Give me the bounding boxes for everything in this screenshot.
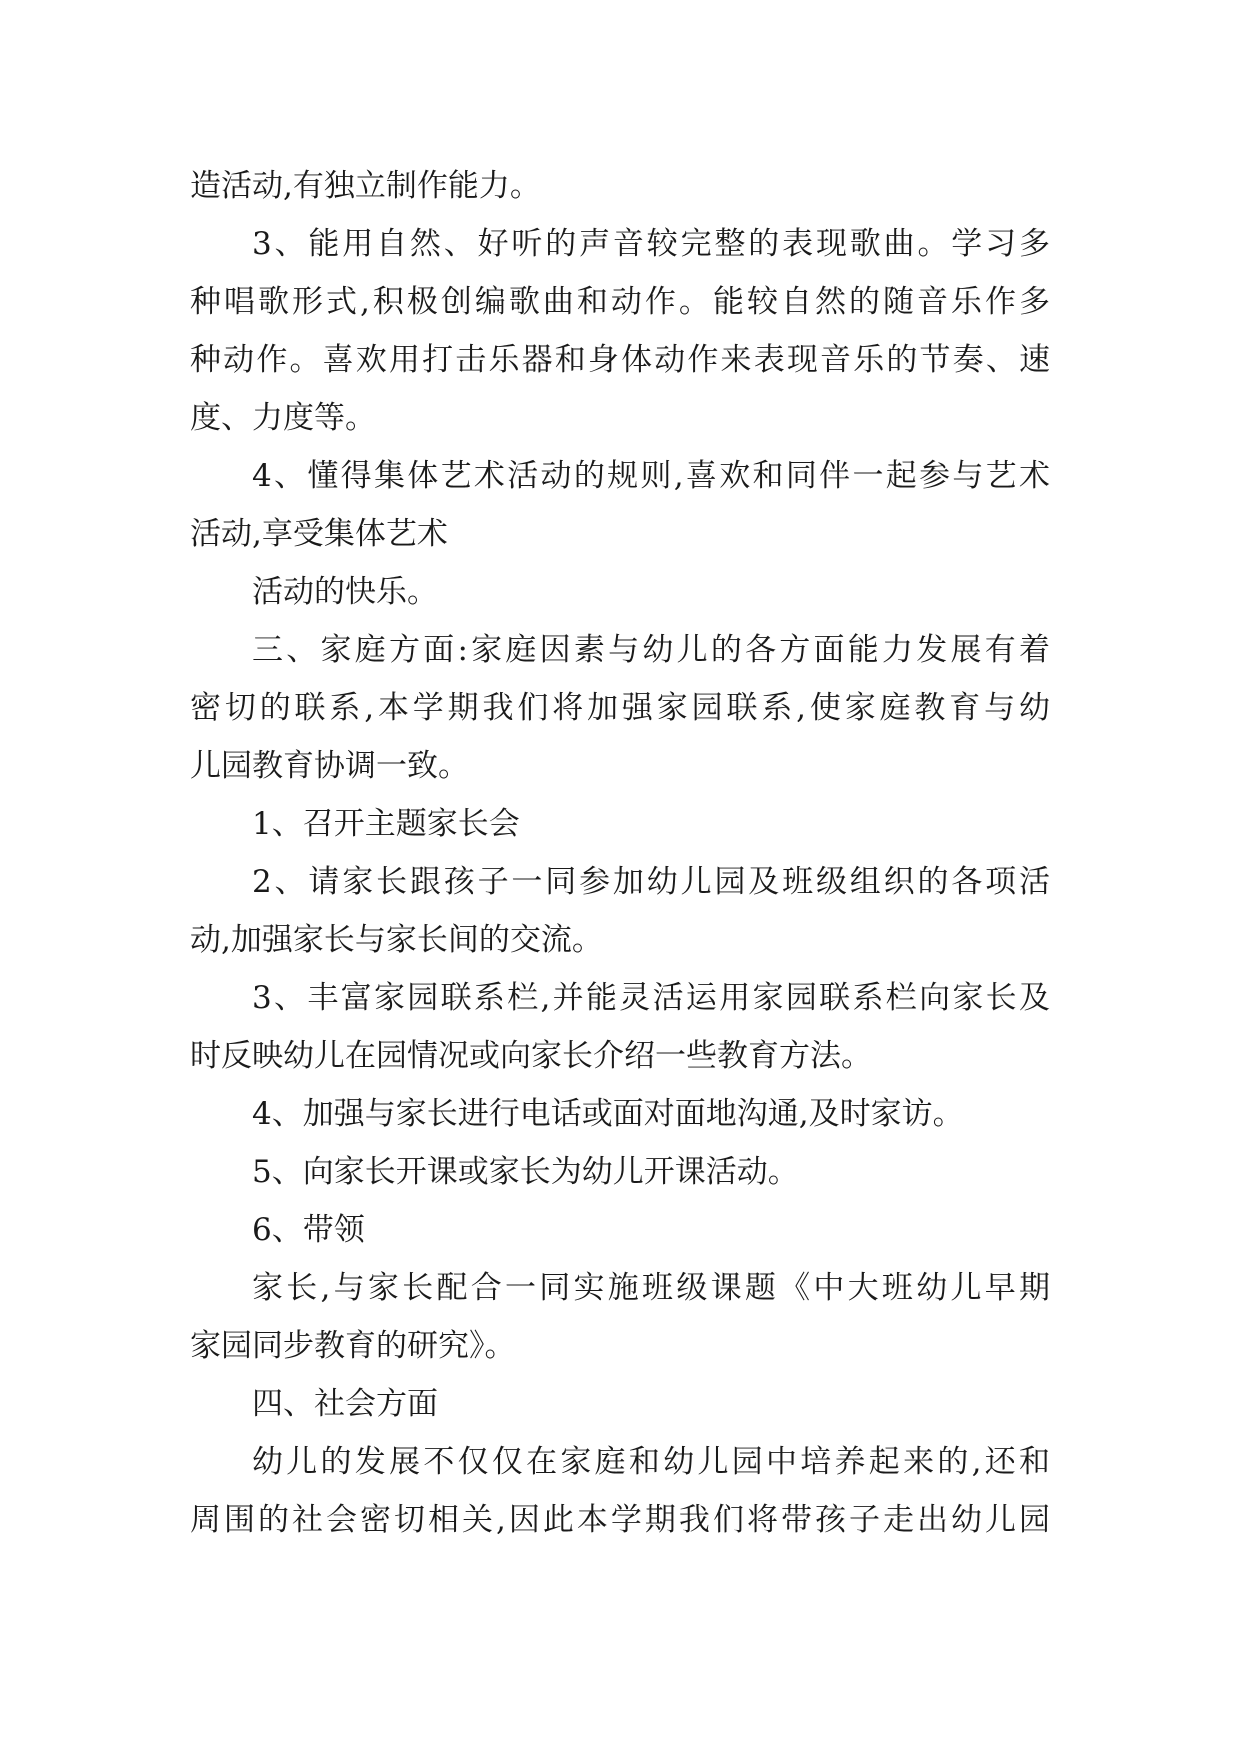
text-line: 3、能用自然、好听的声音较完整的表现歌曲。学习多 [252,226,1050,262]
text-line: 5、向家长开课或家长为幼儿开课活动。 [252,1154,799,1190]
text-line: 家园同步教育的研究》。 [190,1328,516,1364]
text-line: 三、家庭方面:家庭因素与幼儿的各方面能力发展有着 [252,632,1050,668]
text-line: 四、社会方面 [252,1386,438,1422]
text-line: 动,加强家长与家长间的交流。 [190,922,603,958]
text-line: 2、请家长跟孩子一同参加幼儿园及班级组织的各项活 [252,864,1050,900]
text-line: 4、加强与家长进行电话或面对面地沟通,及时家访。 [252,1096,964,1132]
text-line: 家长,与家长配合一同实施班级课题《中大班幼儿早期 [252,1270,1050,1306]
text-line: 周围的社会密切相关,因此本学期我们将带孩子走出幼儿园 [190,1502,1050,1538]
text-line: 6、带领 [252,1212,365,1248]
document-body [190,157,1050,1549]
text-line: 幼儿的发展不仅仅在家庭和幼儿园中培养起来的,还和 [252,1444,1050,1480]
text-line: 度、力度等。 [190,400,376,436]
text-line: 3、丰富家园联系栏,并能灵活运用家园联系栏向家长及 [252,980,1050,1016]
text-line: 造活动,有独立制作能力。 [190,168,541,204]
text-line: 4、懂得集体艺术活动的规则,喜欢和同伴一起参与艺术 [252,458,1050,494]
text-line: 种唱歌形式,积极创编歌曲和动作。能较自然的随音乐作多 [190,284,1050,320]
text-line: 时反映幼儿在园情况或向家长介绍一些教育方法。 [190,1038,872,1074]
text-line: 活动的快乐。 [252,574,438,610]
text-line: 活动,享受集体艺术 [190,516,448,552]
text-line: 儿园教育协调一致。 [190,748,469,784]
text-line: 种动作。喜欢用打击乐器和身体动作来表现音乐的节奏、速 [190,342,1050,378]
text-line: 密切的联系,本学期我们将加强家园联系,使家庭教育与幼 [190,690,1050,726]
text-line: 1、召开主题家长会 [252,806,520,842]
